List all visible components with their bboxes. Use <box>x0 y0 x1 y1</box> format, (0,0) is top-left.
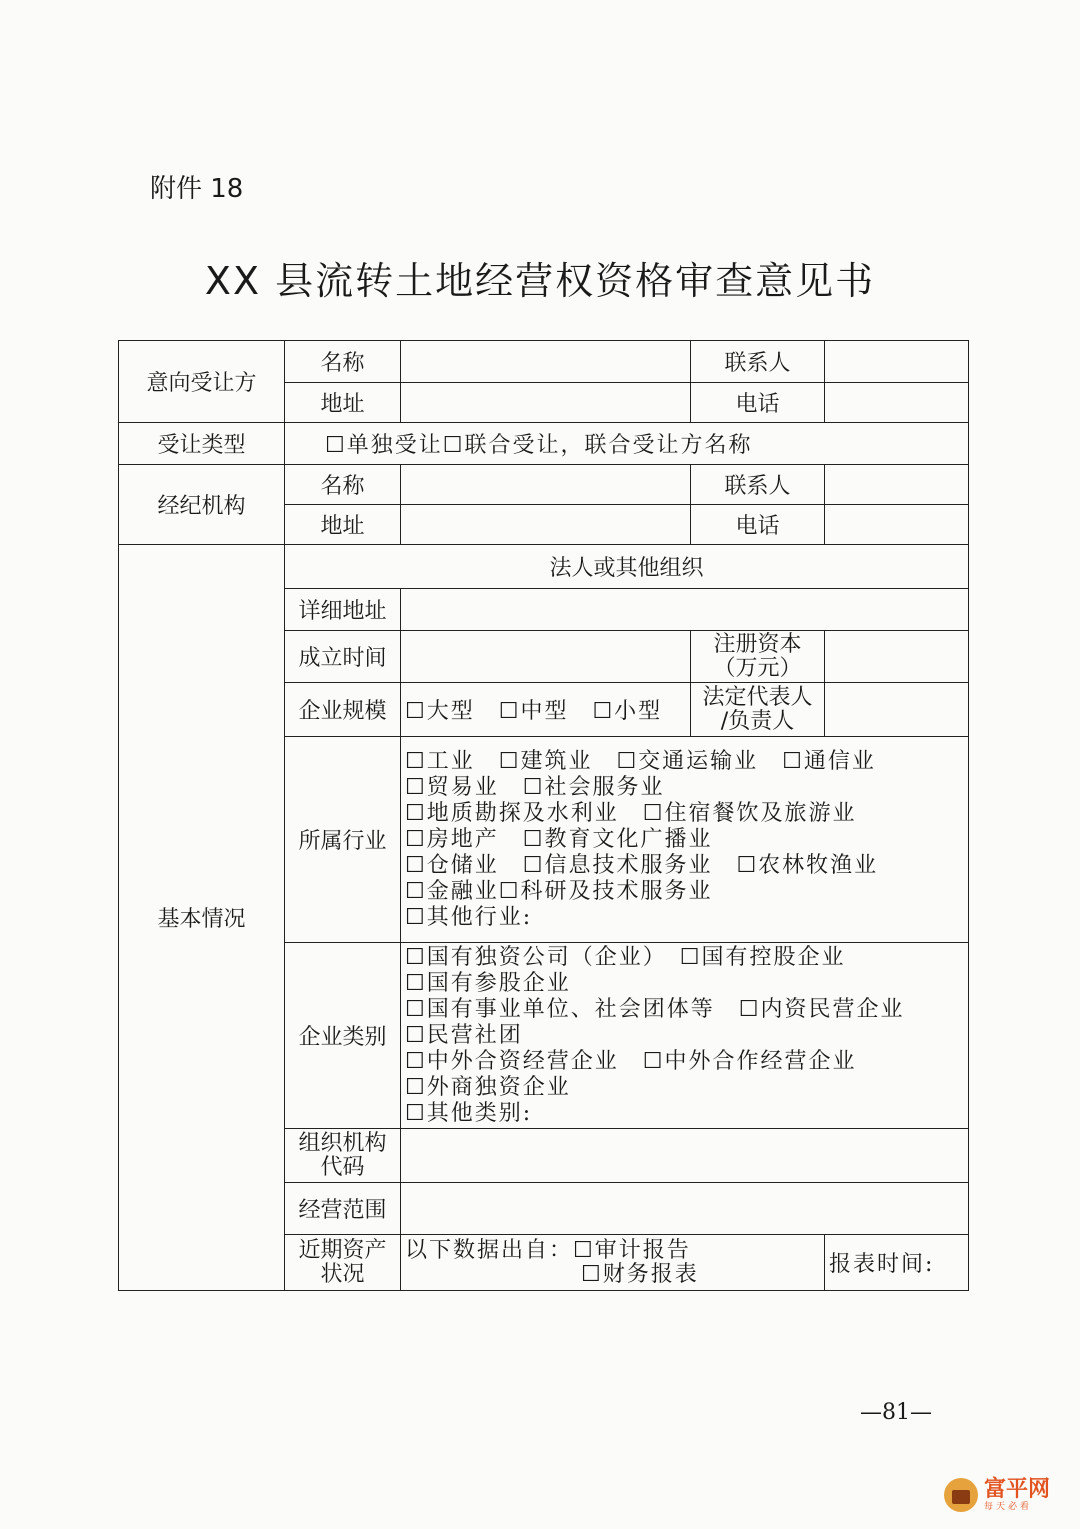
enterprise-type-options[interactable] <box>401 943 969 1129</box>
industry-line[interactable]: ☐工业 ☐建筑业 ☐交通运输业 ☐通信业 <box>405 748 876 774</box>
transferee-contact-label: 联系人 <box>691 341 825 383</box>
detailed-address-field[interactable] <box>401 589 969 631</box>
transferee-section-label: 意向受让方 <box>119 341 285 423</box>
transferee-phone-field[interactable] <box>825 383 969 423</box>
business-scope-label: 经营范围 <box>285 1183 401 1235</box>
org-code-label-line2: 代码 <box>320 1154 365 1180</box>
enterprise-type-label: 企业类别 <box>285 943 401 1129</box>
attachment-label: 附件 18 <box>150 174 244 204</box>
agency-row-1 <box>119 465 969 505</box>
transferee-address-label: 地址 <box>285 383 401 423</box>
transferee-name-label: 名称 <box>285 341 401 383</box>
transferee-row-1 <box>119 341 969 383</box>
established-label: 成立时间 <box>285 631 401 683</box>
registered-capital-label-line2: （万元） <box>713 655 802 681</box>
industry-options[interactable] <box>401 737 969 943</box>
enterprise-type-line[interactable]: ☐中外合资经营企业 ☐中外合作经营企业 <box>405 1048 857 1074</box>
legal-representative-label <box>691 683 825 737</box>
logo-text <box>984 1476 1051 1512</box>
enterprise-scale-label: 企业规模 <box>285 683 401 737</box>
enterprise-scale-options[interactable]: ☐大型 ☐中型 ☐小型 <box>401 683 691 737</box>
assets-source-options[interactable] <box>401 1235 825 1291</box>
assets-source-line1[interactable]: 以下数据出自：☐审计报告 <box>405 1237 691 1263</box>
assets-label-line1: 近期资产 <box>298 1237 387 1263</box>
assets-source-line2[interactable]: ☐财务报表 <box>581 1261 699 1287</box>
enterprise-type-line[interactable]: ☐国有事业单位、社会团体等 ☐内资民营企业 <box>405 996 905 1022</box>
agency-phone-label: 电话 <box>691 505 825 545</box>
transfer-type-row <box>119 423 969 465</box>
enterprise-type-line[interactable]: ☐国有独资公司（企业） ☐国有控股企业 <box>405 944 846 970</box>
transferee-phone-label: 电话 <box>691 383 825 423</box>
enterprise-type-line[interactable]: ☐其他类别: <box>405 1100 533 1126</box>
basic-header-row <box>119 545 969 589</box>
agency-name-label: 名称 <box>285 465 401 505</box>
agency-section-label: 经纪机构 <box>119 465 285 545</box>
registered-capital-label-line1: 注册资本 <box>713 631 802 657</box>
document-title: XX 县流转土地经营权资格审查意见书 <box>204 259 876 303</box>
assets-label-line2: 状况 <box>320 1261 365 1287</box>
legal-representative-label-line1: 法定代表人 <box>702 684 813 710</box>
enterprise-type-line[interactable]: ☐国有参股企业 <box>405 970 571 996</box>
org-code-label <box>285 1129 401 1183</box>
agency-phone-field[interactable] <box>825 505 969 545</box>
org-code-label-line1: 组织机构 <box>298 1130 387 1156</box>
business-scope-field[interactable] <box>401 1183 969 1235</box>
org-code-field[interactable] <box>401 1129 969 1183</box>
enterprise-type-line[interactable]: ☐外商独资企业 <box>405 1074 571 1100</box>
site-logo <box>944 1478 1050 1512</box>
transferee-address-field[interactable] <box>401 383 691 423</box>
established-field[interactable] <box>401 631 691 683</box>
registered-capital-field[interactable] <box>825 631 969 683</box>
logo-sub-text: 每天必看 <box>984 1501 1033 1512</box>
transfer-type-label: 受让类型 <box>119 423 285 465</box>
basic-section-label: 基本情况 <box>119 545 285 1291</box>
agency-address-field[interactable] <box>401 505 691 545</box>
enterprise-type-line[interactable]: ☐民营社团 <box>405 1022 523 1048</box>
assets-label <box>285 1235 401 1291</box>
legal-representative-field[interactable] <box>825 683 969 737</box>
transferee-name-field[interactable] <box>401 341 691 383</box>
industry-line[interactable]: ☐金融业☐科研及技术服务业 <box>405 878 713 904</box>
industry-line[interactable]: ☐仓储业 ☐信息技术服务业 ☐农林牧渔业 <box>405 852 879 878</box>
detailed-address-label: 详细地址 <box>285 589 401 631</box>
transferee-contact-field[interactable] <box>825 341 969 383</box>
industry-line[interactable]: ☐地质勘探及水利业 ☐住宿餐饮及旅游业 <box>405 800 857 826</box>
building-icon <box>944 1478 978 1512</box>
transfer-type-options[interactable]: ☐单独受让☐联合受让，联合受让方名称 <box>285 423 969 465</box>
logo-main-text: 富平网 <box>984 1476 1051 1502</box>
legal-representative-label-line2: /负责人 <box>720 708 795 734</box>
industry-line[interactable]: ☐房地产 ☐教育文化广播业 <box>405 826 713 852</box>
registered-capital-label <box>691 631 825 683</box>
industry-label: 所属行业 <box>285 737 401 943</box>
report-time-field[interactable]: 报表时间: <box>825 1235 969 1291</box>
agency-contact-label: 联系人 <box>691 465 825 505</box>
page-number: —81— <box>860 1400 932 1425</box>
industry-line[interactable]: ☐其他行业: <box>405 904 533 930</box>
agency-contact-field[interactable] <box>825 465 969 505</box>
agency-address-label: 地址 <box>285 505 401 545</box>
legal-entity-header: 法人或其他组织 <box>285 545 969 589</box>
qualification-review-form <box>118 340 969 1291</box>
agency-name-field[interactable] <box>401 465 691 505</box>
industry-line[interactable]: ☐贸易业 ☐社会服务业 <box>405 774 665 800</box>
